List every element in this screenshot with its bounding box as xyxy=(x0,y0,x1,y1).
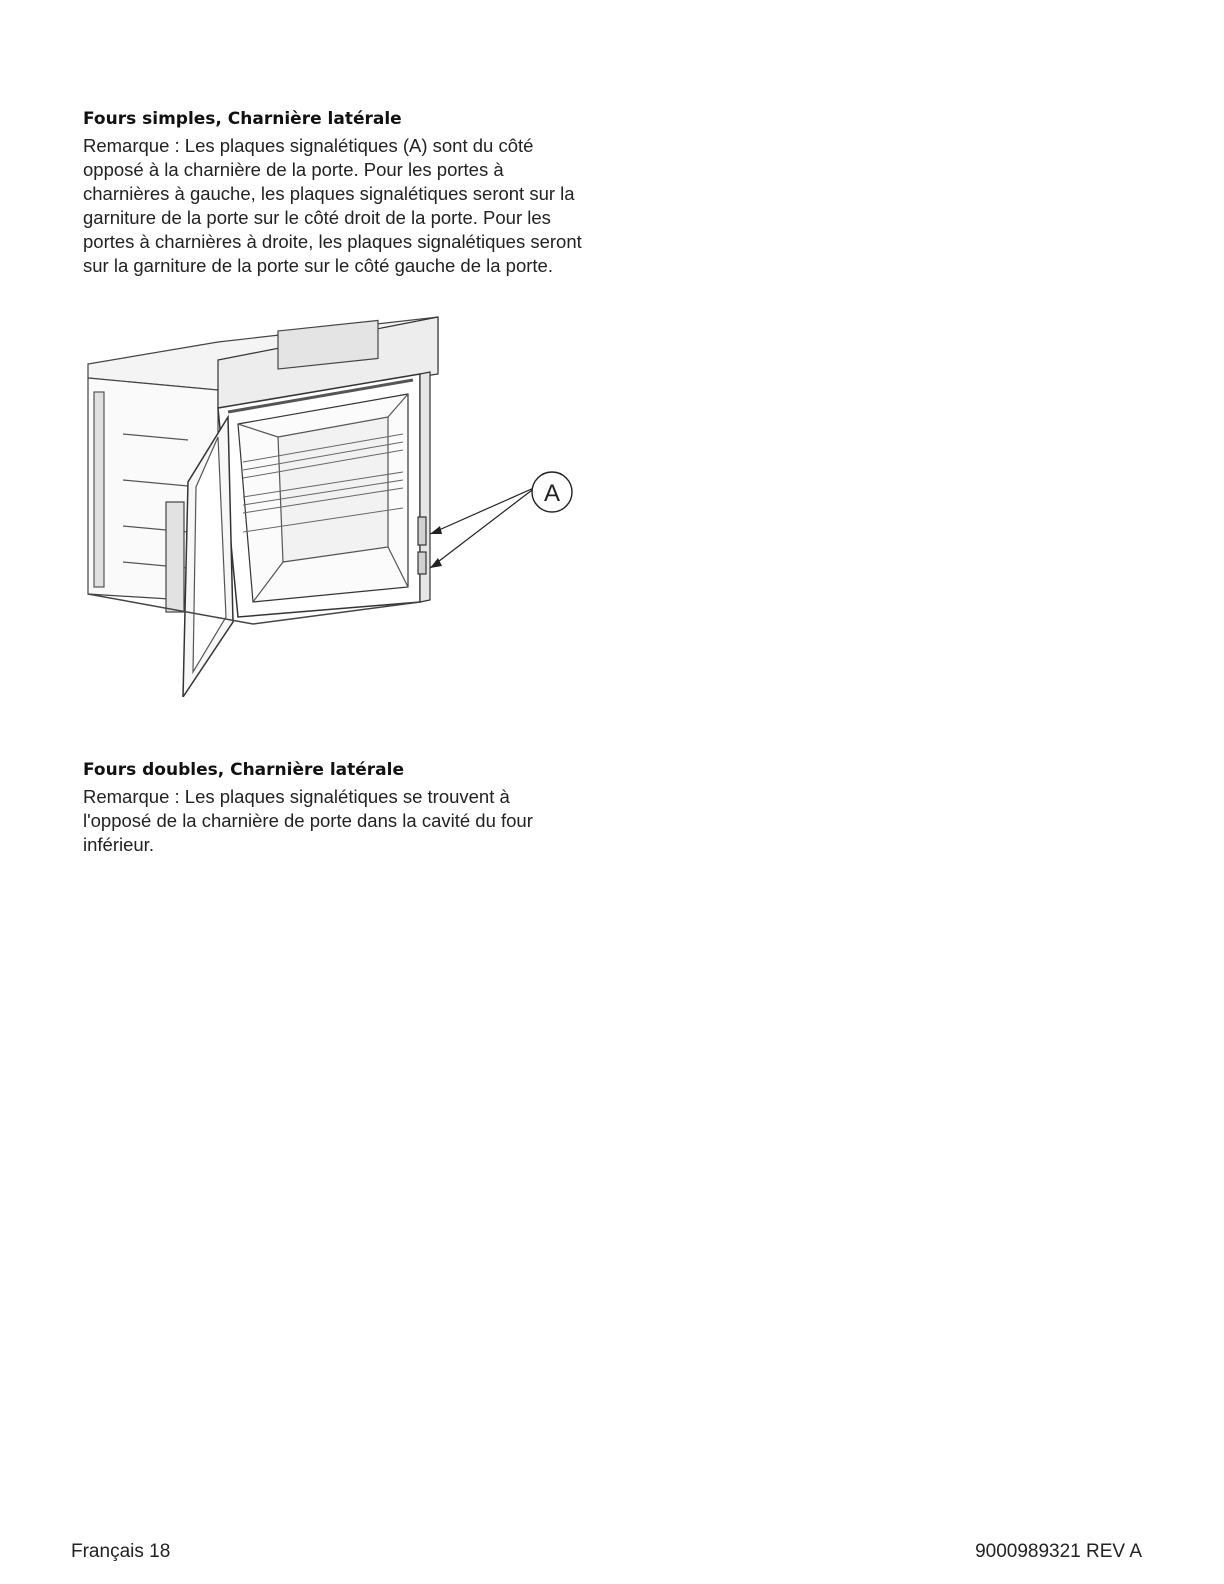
footer-document-number: 9000989321 REV A xyxy=(975,1541,1142,1562)
oven-drawing xyxy=(78,312,583,697)
rating-plate-lower xyxy=(418,552,426,574)
section-note-single: Remarque : Les plaques signalétiques (A) sont du côté opposé à la charnière de la porte. Pour les portes à charnières à gauche, les plaques signalétiques seront sur la garniture de la porte sur le côté droit de la porte. Pour les portes à charnières à droite, les plaques signalétiques seront sur la garniture de la porte sur le côté gauche de la porte. xyxy=(83,135,582,276)
callout-label-a: A xyxy=(543,480,561,507)
section-heading-single: Fours simples, Charnière latérale xyxy=(83,109,402,129)
section-note-double: Remarque : Les plaques signalétiques se trouvent à l'opposé de la charnière de porte dans la cavité du four inférieur. xyxy=(83,786,533,855)
section-double-oven xyxy=(83,759,583,857)
oven-illustration xyxy=(78,312,583,697)
section-heading-double: Fours doubles, Charnière latérale xyxy=(83,760,404,780)
rating-plate-upper xyxy=(418,517,426,545)
section-single-oven xyxy=(83,108,583,278)
footer-page-label: Français 18 xyxy=(71,1541,171,1562)
